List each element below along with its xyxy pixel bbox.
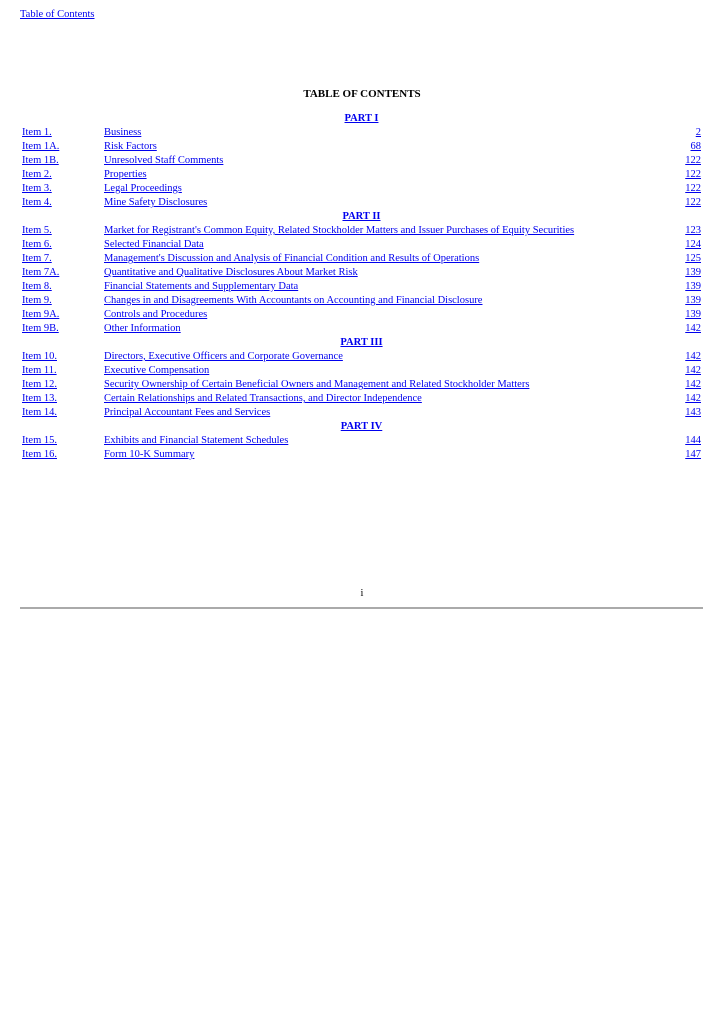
item-title-link[interactable]: Unresolved Staff Comments [104,155,224,166]
item-number-link[interactable]: Item 11. [22,365,57,376]
page-divider [20,607,703,609]
toc-row [20,308,703,322]
toc-row [20,448,703,462]
item-title-link[interactable]: Selected Financial Data [104,239,204,250]
part-heading [20,112,703,126]
toc-row [20,350,703,364]
item-title-link[interactable]: Other Information [104,323,181,334]
toc-row [20,364,703,378]
item-number-link[interactable]: Item 2. [22,169,52,180]
part-link[interactable]: PART I [344,113,379,124]
item-page-link[interactable]: 139 [685,309,701,320]
item-title-link[interactable]: Form 10-K Summary [104,449,195,460]
table-of-contents-link[interactable]: Table of Contents [20,9,95,20]
item-number-link[interactable]: Item 10. [22,351,57,362]
toc-row [20,196,703,210]
toc-row [20,280,703,294]
item-page-link[interactable]: 122 [685,197,701,208]
item-page-link[interactable]: 142 [685,351,701,362]
toc-row [20,434,703,448]
toc-row [20,266,703,280]
toc-row [20,392,703,406]
item-title-link[interactable]: Directors, Executive Officers and Corporate Governance [104,351,343,362]
item-page-link[interactable]: 142 [685,393,701,404]
item-title-link[interactable]: Financial Statements and Supplementary Data [104,281,299,292]
item-page-link[interactable]: 124 [685,239,701,250]
item-title-link[interactable]: Changes in and Disagreements With Accountants on Accounting and Financial Disclosure [104,295,483,306]
item-number-link[interactable]: Item 9B. [22,323,59,334]
page-number: i [360,588,364,599]
toc-row [20,252,703,266]
toc-row [20,294,703,308]
toc-row [20,406,703,420]
part-heading [20,420,703,434]
item-title-link[interactable]: Principal Accountant Fees and Services [104,407,271,418]
item-page-link[interactable]: 147 [685,449,701,460]
item-number-link[interactable]: Item 3. [22,183,52,194]
item-number-link[interactable]: Item 16. [22,449,57,460]
item-title-link[interactable]: Security Ownership of Certain Beneficial Owners and Management and Related Stockholder Matters [104,379,530,390]
item-number-link[interactable]: Item 12. [22,379,57,390]
part-heading [20,336,703,350]
toc-row [20,378,703,392]
item-number-link[interactable]: Item 4. [22,197,52,208]
item-number-link[interactable]: Item 6. [22,239,52,250]
item-number-link[interactable]: Item 5. [22,225,52,236]
toc-row [20,168,703,182]
toc-row [20,322,703,336]
item-title-link[interactable]: Risk Factors [104,141,157,152]
item-title-link[interactable]: Exhibits and Financial Statement Schedules [104,435,289,446]
item-number-link[interactable]: Item 9A. [22,309,60,320]
item-page-link[interactable]: 143 [685,407,701,418]
toc-row [20,140,703,154]
item-number-link[interactable]: Item 8. [22,281,52,292]
item-page-link[interactable]: 142 [685,379,701,390]
item-title-link[interactable]: Certain Relationships and Related Transactions, and Director Independence [104,393,422,404]
item-title-link[interactable]: Quantitative and Qualitative Disclosures About Market Risk [104,267,358,278]
item-page-link[interactable]: 139 [685,281,701,292]
item-page-link[interactable]: 68 [690,141,701,152]
item-title-link[interactable]: Controls and Procedures [104,309,208,320]
toc-row [20,182,703,196]
item-page-link[interactable]: 122 [685,169,701,180]
item-number-link[interactable]: Item 13. [22,393,57,404]
toc-row [20,154,703,168]
item-title-link[interactable]: Market for Registrant's Common Equity, Related Stockholder Matters and Issuer Purchases of Equity Securities [104,225,575,236]
item-number-link[interactable]: Item 9. [22,295,52,306]
item-title-link[interactable]: Business [104,127,142,138]
item-page-link[interactable]: 122 [685,183,701,194]
toc-row [20,238,703,252]
toc-row [20,224,703,238]
item-page-link[interactable]: 2 [695,127,701,138]
item-page-link[interactable]: 139 [685,295,701,306]
item-title-link[interactable]: Properties [104,169,147,180]
part-link[interactable]: PART III [340,337,383,348]
item-page-link[interactable]: 139 [685,267,701,278]
item-page-link[interactable]: 122 [685,155,701,166]
toc-title: TABLE OF CONTENTS [303,88,421,100]
item-page-link[interactable]: 144 [685,435,701,446]
item-number-link[interactable]: Item 1B. [22,155,59,166]
item-title-link[interactable]: Management's Discussion and Analysis of Financial Condition and Results of Operations [104,253,480,264]
item-number-link[interactable]: Item 1. [22,127,52,138]
item-page-link[interactable]: 142 [685,365,701,376]
item-title-link[interactable]: Mine Safety Disclosures [104,197,208,208]
item-page-link[interactable]: 125 [685,253,701,264]
part-link[interactable]: PART IV [340,421,383,432]
item-number-link[interactable]: Item 14. [22,407,57,418]
item-number-link[interactable]: Item 7A. [22,267,60,278]
item-title-link[interactable]: Legal Proceedings [104,183,182,194]
item-number-link[interactable]: Item 15. [22,435,57,446]
part-heading [20,210,703,224]
item-number-link[interactable]: Item 7. [22,253,52,264]
part-link[interactable]: PART II [342,211,381,222]
item-number-link[interactable]: Item 1A. [22,141,60,152]
item-page-link[interactable]: 123 [685,225,701,236]
item-page-link[interactable]: 142 [685,323,701,334]
item-title-link[interactable]: Executive Compensation [104,365,210,376]
toc-table [20,112,703,462]
toc-row [20,126,703,140]
